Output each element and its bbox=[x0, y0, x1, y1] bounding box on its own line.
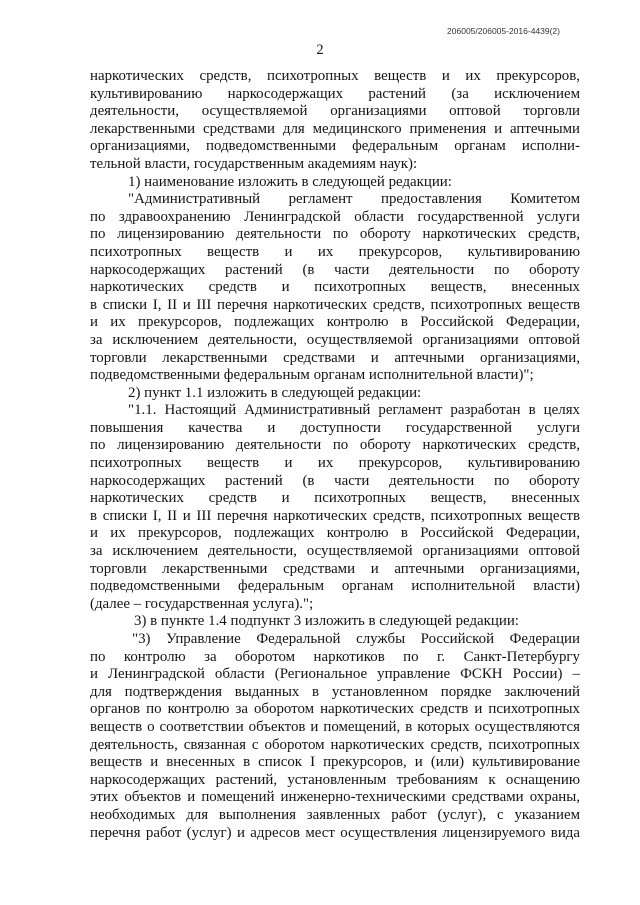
text-line: "1.1. Настоящий Административный регламент разработан в целях bbox=[128, 402, 580, 419]
text-line: психотропных веществ и их прекурсоров, культивированию bbox=[90, 455, 580, 472]
text-line: деятельности, осуществляемой организациями оптовой торговли bbox=[90, 103, 580, 120]
body-text bbox=[90, 68, 580, 842]
text-line: в списки I, II и III перечня наркотических средств, психотропных веществ bbox=[90, 296, 580, 313]
text-line: подведомственными федеральным органам исполнительной власти) bbox=[90, 578, 580, 595]
text-line: перечня работ (услуг) и адресов мест осуществления лицензируемого вида bbox=[90, 824, 580, 841]
text-line: веществ о соответствии объектов и помещений, в которых осуществляются bbox=[90, 718, 580, 735]
text-line: веществ и внесенных в список I прекурсоров, и (или) культивирование bbox=[90, 754, 580, 771]
text-line: для подтверждения выданных в установленном порядке заключений bbox=[90, 683, 580, 700]
text-line: торговли лекарственными средствами и аптечными организациями, bbox=[90, 560, 580, 577]
text-line: органов по контролю за оборотом наркотических средств и психотропных bbox=[90, 701, 580, 718]
text-line: наркосодержащих растений (в части деятельности по обороту bbox=[90, 472, 580, 489]
text-line: 3) в пункте 1.4 подпункт 3 изложить в следующей редакции: bbox=[134, 613, 519, 630]
document-id: 206005/206005-2016-4439(2) bbox=[447, 26, 560, 36]
text-line: этих объектов и помещений инженерно-техническими средствами охраны, bbox=[90, 789, 580, 806]
text-line: и Ленинградской области (Региональное управление ФСКН России) – bbox=[90, 666, 580, 683]
text-line: лекарственными средствами для медицинского применения и аптечными bbox=[90, 120, 580, 137]
text-line: по лицензированию деятельности по обороту наркотических средств, bbox=[90, 226, 580, 243]
text-line: деятельность, связанная с оборотом наркотических средств, психотропных bbox=[90, 736, 580, 753]
text-line: психотропных веществ и их прекурсоров, культивированию bbox=[90, 243, 580, 260]
text-line: организациями, подведомственными федеральным органам исполни- bbox=[90, 138, 580, 155]
text-line: необходимых для выполнения заявленных работ (услуг), с указанием bbox=[90, 806, 580, 823]
text-line: тельной власти, государственным академиям наук): bbox=[90, 155, 418, 172]
text-line: "Административный регламент предоставления Комитетом bbox=[128, 191, 580, 208]
text-line: по здравоохранению Ленинградской области государственной услуги bbox=[90, 208, 580, 225]
text-line: по контролю за оборотом наркотиков по г. Санкт-Петербургу bbox=[90, 648, 580, 665]
text-line: за исключением деятельности, осуществляемой организациями оптовой bbox=[90, 543, 580, 560]
text-line: наркотических средств и психотропных веществ, внесенных bbox=[90, 490, 580, 507]
text-line: повышения качества и доступности государственной услуги bbox=[90, 419, 580, 436]
text-line: за исключением деятельности, осуществляемой организациями оптовой bbox=[90, 331, 580, 348]
text-line: наркосодержащих растений, установленным требованиям к оснащению bbox=[90, 771, 580, 788]
text-line: наркотических средств, психотропных веществ и их прекурсоров, bbox=[90, 68, 580, 84]
text-line: 2) пункт 1.1 изложить в следующей редакции: bbox=[128, 384, 422, 401]
text-line: в списки I, II и III перечня наркотических средств, психотропных веществ bbox=[90, 507, 580, 524]
text-line: 1) наименование изложить в следующей редакции: bbox=[128, 173, 452, 190]
text-line: "3) Управление Федеральной службы Российской Федерации bbox=[132, 631, 580, 647]
text-line: по лицензированию деятельности по обороту наркотических средств, bbox=[90, 437, 580, 454]
text-line: торговли лекарственными средствами и аптечными организациями, bbox=[90, 349, 580, 366]
text-line: и их прекурсоров, подлежащих контролю в Российской Федерации, bbox=[90, 525, 580, 542]
text-line: и их прекурсоров, подлежащих контролю в Российской Федерации, bbox=[90, 314, 580, 331]
text-line: культивированию наркосодержащих растений (за исключением bbox=[90, 85, 580, 102]
text-line: (далее – государственная услуга)."; bbox=[90, 595, 314, 612]
text-line: наркосодержащих растений (в части деятельности по обороту bbox=[90, 261, 580, 278]
text-line: наркотических средств и психотропных веществ, внесенных bbox=[90, 279, 580, 296]
text-line: подведомственными федеральным органам исполнительной власти)"; bbox=[90, 367, 534, 384]
page-number: 2 bbox=[316, 42, 324, 58]
